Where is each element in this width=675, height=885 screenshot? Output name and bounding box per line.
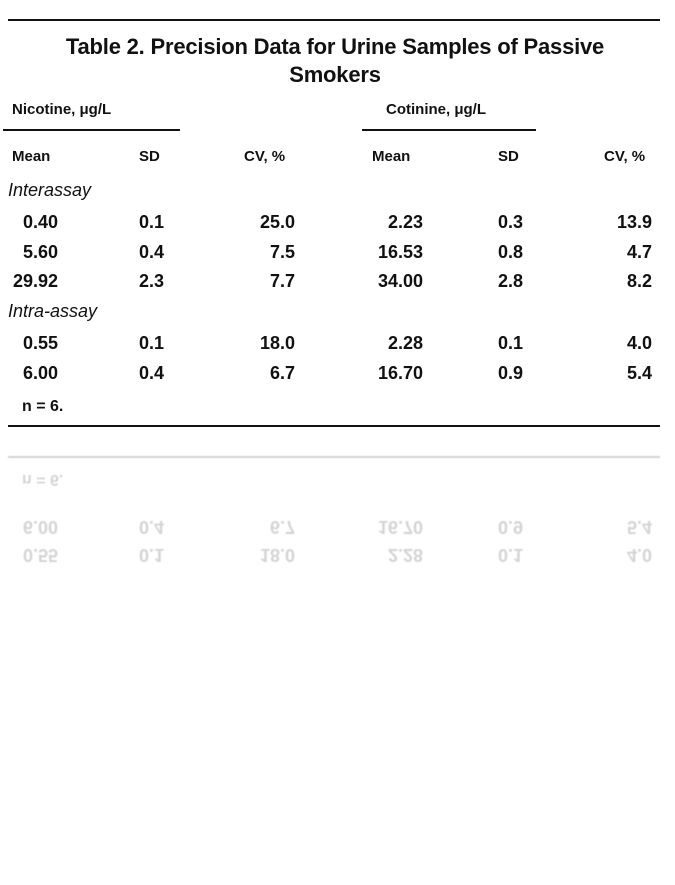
table-cell: 0.4: [139, 242, 165, 262]
table-cell: 2.23: [387, 212, 423, 232]
mirror-reflection: [0, 430, 675, 565]
col-header-nicotine-cv: CV, %: [244, 148, 286, 165]
table-cell: 6.00: [22, 363, 58, 383]
table-cell: 25.0: [259, 212, 295, 232]
top-rule: [8, 19, 660, 21]
table-cell: 2.3: [139, 271, 165, 291]
reflection-cell: 2.28: [387, 545, 423, 565]
col-header-cotinine-cv: CV, %: [604, 148, 646, 165]
table-cell: 0.55: [22, 333, 58, 353]
reflection-footnote: n = 6.: [22, 471, 64, 488]
reflection-cell: 0.1: [139, 545, 165, 565]
table-cell: 2.28: [387, 333, 423, 353]
table-cell: 4.7: [626, 242, 652, 262]
table-cell: 0.9: [498, 363, 524, 383]
table-cell: 8.2: [626, 271, 652, 291]
table-footnote: n = 6.: [22, 398, 64, 415]
table-cell: 4.0: [626, 333, 652, 353]
table-cell: 16.53: [377, 242, 423, 262]
table-cell: 0.1: [498, 333, 524, 353]
reflection-rule: [8, 456, 660, 458]
reflection-cell: 6.7: [269, 517, 295, 537]
table-cell: 2.8: [498, 271, 524, 291]
bottom-rule: [8, 425, 660, 427]
nicotine-group-rule: [3, 129, 180, 131]
table-cell: 7.7: [269, 271, 295, 291]
cotinine-group-rule: [362, 129, 536, 131]
table-cell: 0.1: [139, 333, 165, 353]
reflection-cell: 0.4: [139, 517, 165, 537]
table-cell: 0.8: [498, 242, 524, 262]
reflection-cell: 0.1: [498, 545, 524, 565]
table-title-line-2: Smokers: [289, 62, 381, 87]
group-header-cotinine: Cotinine, μg/L: [386, 101, 486, 118]
table-title: [10, 33, 660, 89]
table-cell: 0.1: [139, 212, 165, 232]
col-header-cotinine-mean: Mean: [372, 148, 411, 165]
reflection-cell: 4.0: [626, 545, 652, 565]
reflection-cell: 0.9: [498, 517, 524, 537]
table-cell: 0.40: [22, 212, 58, 232]
reflection-cell: 5.4: [626, 517, 652, 537]
table-cell: 0.4: [139, 363, 165, 383]
group-header-nicotine: Nicotine, μg/L: [12, 101, 112, 118]
section-label-intra-assay: Intra-assay: [8, 301, 98, 321]
col-header-nicotine-sd: SD: [139, 148, 160, 165]
table-cell: 13.9: [616, 212, 652, 232]
table-cell: 0.3: [498, 212, 524, 232]
table-cell: 7.5: [269, 242, 295, 262]
col-header-cotinine-sd: SD: [498, 148, 519, 165]
reflection-cell: 18.0: [259, 545, 295, 565]
col-header-nicotine-mean: Mean: [12, 148, 51, 165]
table-cell: 34.00: [377, 271, 423, 291]
table-cell: 18.0: [259, 333, 295, 353]
table-cell: 16.70: [377, 363, 423, 383]
table-cell: 5.4: [626, 363, 652, 383]
table-cell: 6.7: [269, 363, 295, 383]
table-cell: 5.60: [22, 242, 58, 262]
table-title-line-1: Table 2. Precision Data for Urine Samples of Passive: [65, 34, 605, 59]
reflection-cell: 0.55: [22, 545, 58, 565]
section-label-interassay: Interassay: [8, 180, 92, 200]
reflection-cell: 6.00: [22, 517, 58, 537]
table-cell: 29.92: [12, 271, 58, 291]
reflection-cell: 16.70: [377, 517, 423, 537]
